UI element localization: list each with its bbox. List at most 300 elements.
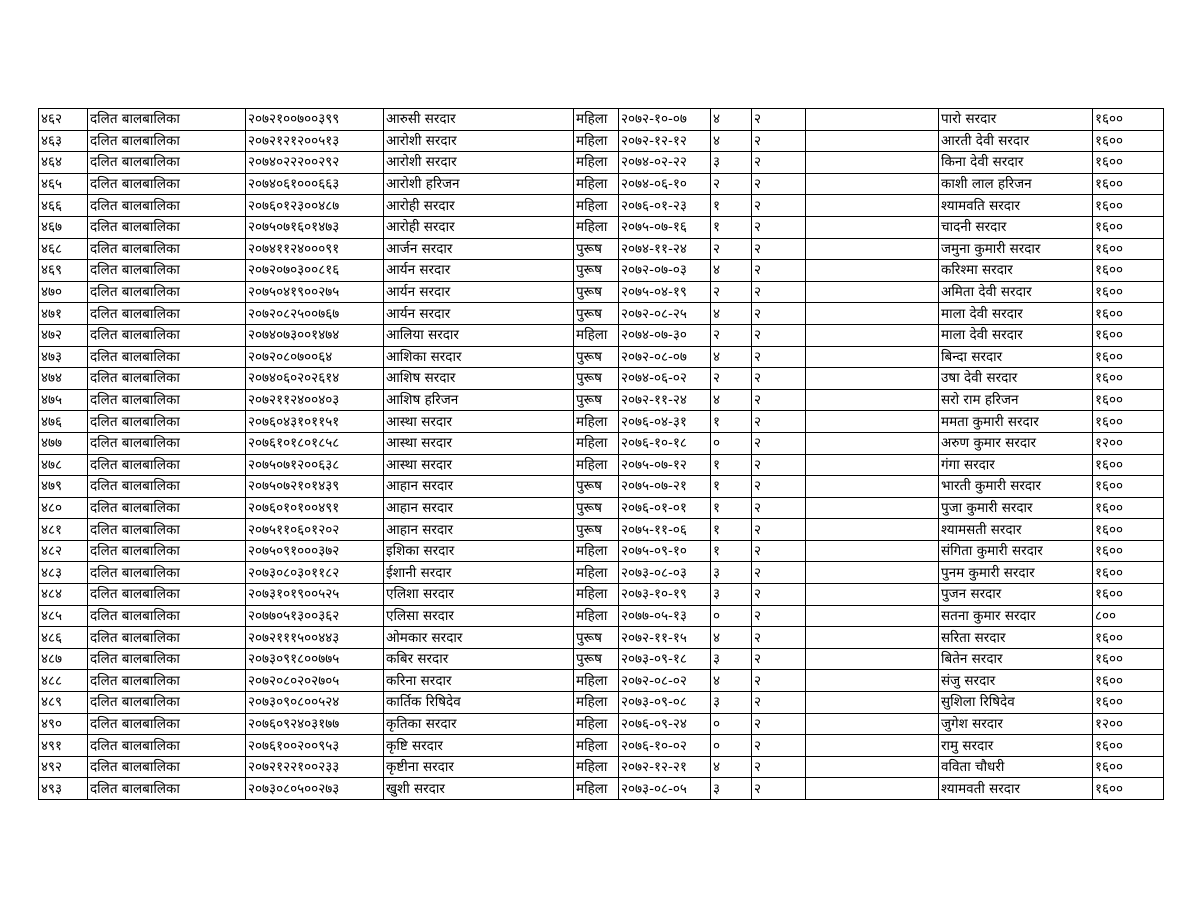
registration-id-cell: २०७४०७३००१४७४ xyxy=(246,324,384,346)
age-cell: १ xyxy=(711,540,752,562)
ward-cell: २ xyxy=(752,432,806,454)
registration-id-cell: २०७४०६०२०२६१४ xyxy=(246,368,384,390)
blank-cell xyxy=(806,670,939,692)
serial-number-cell: ४६९ xyxy=(39,260,88,282)
guardian-name-cell: उषा देवी सरदार xyxy=(939,368,1093,390)
serial-number-cell: ४७८ xyxy=(39,454,88,476)
ward-cell: २ xyxy=(752,281,806,303)
ward-cell: २ xyxy=(752,152,806,174)
guardian-name-cell: माला देवी सरदार xyxy=(939,303,1093,325)
guardian-name-cell: आरती देवी सरदार xyxy=(939,130,1093,152)
guardian-name-cell: बिन्दा सरदार xyxy=(939,346,1093,368)
ward-cell: २ xyxy=(752,303,806,325)
age-cell: १ xyxy=(711,195,752,217)
child-name-cell: आस्था सरदार xyxy=(384,432,574,454)
blank-cell xyxy=(806,260,939,282)
child-name-cell: आरोही सरदार xyxy=(384,195,574,217)
ward-cell: २ xyxy=(752,756,806,778)
table-row xyxy=(39,173,1164,195)
table-row xyxy=(39,735,1164,757)
table-row xyxy=(39,519,1164,541)
blank-cell xyxy=(806,648,939,670)
guardian-name-cell: भारती कुमारी सरदार xyxy=(939,476,1093,498)
blank-cell xyxy=(806,778,939,800)
birth-date-cell: २०७५-०७-१२ xyxy=(619,454,711,476)
amount-cell: १६०० xyxy=(1093,584,1164,606)
gender-cell: महिला xyxy=(574,324,619,346)
amount-cell: १६०० xyxy=(1093,281,1164,303)
amount-cell: १६०० xyxy=(1093,476,1164,498)
ward-cell: २ xyxy=(752,389,806,411)
ward-cell: २ xyxy=(752,411,806,433)
age-cell: १ xyxy=(711,497,752,519)
age-cell: ४ xyxy=(711,627,752,649)
guardian-name-cell: बितेन सरदार xyxy=(939,648,1093,670)
registration-id-cell: २०७२१००७००३९९ xyxy=(246,109,384,131)
blank-cell xyxy=(806,584,939,606)
serial-number-cell: ४८० xyxy=(39,497,88,519)
birth-date-cell: २०७५-०७-२१ xyxy=(619,476,711,498)
category-cell: दलित बालबालिका xyxy=(88,519,246,541)
amount-cell: ८०० xyxy=(1093,605,1164,627)
child-name-cell: कार्तिक रिषिदेव xyxy=(384,692,574,714)
table-row xyxy=(39,476,1164,498)
category-cell: दलित बालबालिका xyxy=(88,670,246,692)
guardian-name-cell: सरिता सरदार xyxy=(939,627,1093,649)
blank-cell xyxy=(806,497,939,519)
serial-number-cell: ४७० xyxy=(39,281,88,303)
blank-cell xyxy=(806,562,939,584)
child-name-cell: आशिका सरदार xyxy=(384,346,574,368)
child-name-cell: आस्था सरदार xyxy=(384,454,574,476)
birth-date-cell: २०७६-०१-०१ xyxy=(619,497,711,519)
table-row xyxy=(39,605,1164,627)
category-cell: दलित बालबालिका xyxy=(88,389,246,411)
child-name-cell: ईशानी सरदार xyxy=(384,562,574,584)
ward-cell: २ xyxy=(752,605,806,627)
table-row xyxy=(39,324,1164,346)
gender-cell: पुरूष xyxy=(574,238,619,260)
guardian-name-cell: माला देवी सरदार xyxy=(939,324,1093,346)
amount-cell: १६०० xyxy=(1093,238,1164,260)
guardian-name-cell: पुजा कुमारी सरदार xyxy=(939,497,1093,519)
registration-id-cell: २०७४०२२२००२९२ xyxy=(246,152,384,174)
registration-id-cell: २०७२०८०७००६४ xyxy=(246,346,384,368)
ward-cell: २ xyxy=(752,476,806,498)
serial-number-cell: ४८१ xyxy=(39,519,88,541)
category-cell: दलित बालबालिका xyxy=(88,627,246,649)
category-cell: दलित बालबालिका xyxy=(88,281,246,303)
guardian-name-cell: जुगेश सरदार xyxy=(939,713,1093,735)
ward-cell: २ xyxy=(752,627,806,649)
blank-cell xyxy=(806,756,939,778)
birth-date-cell: २०७६-०४-३१ xyxy=(619,411,711,433)
registration-id-cell: २०७५०७१२००६३८ xyxy=(246,454,384,476)
guardian-name-cell: पुजन सरदार xyxy=(939,584,1093,606)
child-name-cell: इशिका सरदार xyxy=(384,540,574,562)
birth-date-cell: २०७५-०९-१० xyxy=(619,540,711,562)
age-cell: ३ xyxy=(711,648,752,670)
blank-cell xyxy=(806,454,939,476)
age-cell: ० xyxy=(711,605,752,627)
amount-cell: १६०० xyxy=(1093,627,1164,649)
amount-cell: १६०० xyxy=(1093,195,1164,217)
gender-cell: महिला xyxy=(574,562,619,584)
registration-id-cell: २०७३१०१९००५२५ xyxy=(246,584,384,606)
ward-cell: २ xyxy=(752,562,806,584)
registration-id-cell: २०७३०८०५००२७३ xyxy=(246,778,384,800)
ward-cell: २ xyxy=(752,346,806,368)
registration-id-cell: २०७५०७२१०१४३९ xyxy=(246,476,384,498)
blank-cell xyxy=(806,152,939,174)
blank-cell xyxy=(806,692,939,714)
birth-date-cell: २०७४-०६-०२ xyxy=(619,368,711,390)
birth-date-cell: २०७५-०७-१६ xyxy=(619,216,711,238)
ward-cell: २ xyxy=(752,497,806,519)
gender-cell: महिला xyxy=(574,778,619,800)
category-cell: दलित बालबालिका xyxy=(88,605,246,627)
table-row xyxy=(39,540,1164,562)
category-cell: दलित बालबालिका xyxy=(88,195,246,217)
guardian-name-cell: सरो राम हरिजन xyxy=(939,389,1093,411)
ward-cell: २ xyxy=(752,130,806,152)
blank-cell xyxy=(806,281,939,303)
gender-cell: पुरूष xyxy=(574,497,619,519)
child-name-cell: आशिष हरिजन xyxy=(384,389,574,411)
birth-date-cell: २०७४-११-२४ xyxy=(619,238,711,260)
category-cell: दलित बालबालिका xyxy=(88,260,246,282)
child-name-cell: आर्यन सरदार xyxy=(384,260,574,282)
registration-id-cell: २०७५०४१९००२७५ xyxy=(246,281,384,303)
serial-number-cell: ४८५ xyxy=(39,605,88,627)
serial-number-cell: ४८४ xyxy=(39,584,88,606)
registration-id-cell: २०७३०९०८००५२४ xyxy=(246,692,384,714)
table-row xyxy=(39,584,1164,606)
amount-cell: १६०० xyxy=(1093,109,1164,131)
table-row xyxy=(39,562,1164,584)
registration-id-cell: २०७३०८०३०११८२ xyxy=(246,562,384,584)
ward-cell: २ xyxy=(752,324,806,346)
ward-cell: २ xyxy=(752,519,806,541)
registration-id-cell: २०७२०८०२०२७०५ xyxy=(246,670,384,692)
birth-date-cell: २०७७-०५-१३ xyxy=(619,605,711,627)
registration-id-cell: २०७५०९१०००३७२ xyxy=(246,540,384,562)
birth-date-cell: २०७४-०२-२२ xyxy=(619,152,711,174)
age-cell: ४ xyxy=(711,109,752,131)
category-cell: दलित बालबालिका xyxy=(88,476,246,498)
age-cell: १ xyxy=(711,476,752,498)
table-row xyxy=(39,670,1164,692)
ward-cell: २ xyxy=(752,368,806,390)
gender-cell: महिला xyxy=(574,216,619,238)
registration-id-cell: २०७२०७०३००८१६ xyxy=(246,260,384,282)
gender-cell: पुरूष xyxy=(574,281,619,303)
child-name-cell: कबिर सरदार xyxy=(384,648,574,670)
table-row xyxy=(39,109,1164,131)
age-cell: ३ xyxy=(711,778,752,800)
guardian-name-cell: संजु सरदार xyxy=(939,670,1093,692)
child-name-cell: ओमकार सरदार xyxy=(384,627,574,649)
birth-date-cell: २०७६-१०-०२ xyxy=(619,735,711,757)
ward-cell: २ xyxy=(752,648,806,670)
child-name-cell: आरोशी सरदार xyxy=(384,152,574,174)
child-name-cell: आर्यन सरदार xyxy=(384,303,574,325)
birth-date-cell: २०७२-१२-१२ xyxy=(619,130,711,152)
category-cell: दलित बालबालिका xyxy=(88,454,246,476)
serial-number-cell: ४६४ xyxy=(39,152,88,174)
gender-cell: पुरूष xyxy=(574,260,619,282)
gender-cell: पुरूष xyxy=(574,476,619,498)
category-cell: दलित बालबालिका xyxy=(88,303,246,325)
table-row xyxy=(39,692,1164,714)
amount-cell: १६०० xyxy=(1093,260,1164,282)
ward-cell: २ xyxy=(752,692,806,714)
gender-cell: पुरूष xyxy=(574,519,619,541)
birth-date-cell: २०७२-०८-०७ xyxy=(619,346,711,368)
birth-date-cell: २०७३-०८-०५ xyxy=(619,778,711,800)
gender-cell: महिला xyxy=(574,692,619,714)
table-row xyxy=(39,497,1164,519)
birth-date-cell: २०७६-०९-२४ xyxy=(619,713,711,735)
blank-cell xyxy=(806,432,939,454)
category-cell: दलित बालबालिका xyxy=(88,497,246,519)
gender-cell: महिला xyxy=(574,152,619,174)
age-cell: २ xyxy=(711,368,752,390)
category-cell: दलित बालबालिका xyxy=(88,540,246,562)
age-cell: ३ xyxy=(711,562,752,584)
age-cell: २ xyxy=(711,238,752,260)
birth-date-cell: २०७४-०७-३० xyxy=(619,324,711,346)
age-cell: १ xyxy=(711,519,752,541)
child-name-cell: एलिशा सरदार xyxy=(384,584,574,606)
amount-cell: १६०० xyxy=(1093,152,1164,174)
child-name-cell: खुशी सरदार xyxy=(384,778,574,800)
child-name-cell: आलिया सरदार xyxy=(384,324,574,346)
gender-cell: महिला xyxy=(574,713,619,735)
child-name-cell: एलिसा सरदार xyxy=(384,605,574,627)
age-cell: ३ xyxy=(711,152,752,174)
child-name-cell: करिना सरदार xyxy=(384,670,574,692)
amount-cell: १६०० xyxy=(1093,411,1164,433)
gender-cell: महिला xyxy=(574,756,619,778)
child-name-cell: आशिष सरदार xyxy=(384,368,574,390)
child-name-cell: आहान सरदार xyxy=(384,519,574,541)
table-row xyxy=(39,389,1164,411)
category-cell: दलित बालबालिका xyxy=(88,692,246,714)
amount-cell: १६०० xyxy=(1093,389,1164,411)
registration-id-cell: २०७६०१०१००४९१ xyxy=(246,497,384,519)
child-name-cell: आरोशी हरिजन xyxy=(384,173,574,195)
ward-cell: २ xyxy=(752,454,806,476)
guardian-name-cell: वविता चौधरी xyxy=(939,756,1093,778)
blank-cell xyxy=(806,519,939,541)
category-cell: दलित बालबालिका xyxy=(88,109,246,131)
amount-cell: १२०० xyxy=(1093,713,1164,735)
age-cell: ४ xyxy=(711,260,752,282)
registration-id-cell: २०७६०१२३००४८७ xyxy=(246,195,384,217)
table-row xyxy=(39,368,1164,390)
serial-number-cell: ४९३ xyxy=(39,778,88,800)
age-cell: ० xyxy=(711,713,752,735)
gender-cell: पुरूष xyxy=(574,389,619,411)
category-cell: दलित बालबालिका xyxy=(88,238,246,260)
birth-date-cell: २०७२-११-१५ xyxy=(619,627,711,649)
blank-cell xyxy=(806,195,939,217)
gender-cell: पुरूष xyxy=(574,368,619,390)
guardian-name-cell: ममता कुमारी सरदार xyxy=(939,411,1093,433)
category-cell: दलित बालबालिका xyxy=(88,324,246,346)
amount-cell: १६०० xyxy=(1093,562,1164,584)
table-row xyxy=(39,260,1164,282)
table-row xyxy=(39,281,1164,303)
guardian-name-cell: पुनम कुमारी सरदार xyxy=(939,562,1093,584)
gender-cell: महिला xyxy=(574,411,619,433)
category-cell: दलित बालबालिका xyxy=(88,346,246,368)
ward-cell: २ xyxy=(752,216,806,238)
serial-number-cell: ४८३ xyxy=(39,562,88,584)
guardian-name-cell: श्यामवति सरदार xyxy=(939,195,1093,217)
category-cell: दलित बालबालिका xyxy=(88,648,246,670)
blank-cell xyxy=(806,627,939,649)
amount-cell: १६०० xyxy=(1093,648,1164,670)
gender-cell: पुरूष xyxy=(574,627,619,649)
child-name-cell: कृष्टीना सरदार xyxy=(384,756,574,778)
blank-cell xyxy=(806,411,939,433)
category-cell: दलित बालबालिका xyxy=(88,216,246,238)
serial-number-cell: ४६६ xyxy=(39,195,88,217)
registration-id-cell: २०७३०९१८००७७५ xyxy=(246,648,384,670)
amount-cell: १६०० xyxy=(1093,216,1164,238)
child-name-cell: आरोशी सरदार xyxy=(384,130,574,152)
amount-cell: १६०० xyxy=(1093,735,1164,757)
blank-cell xyxy=(806,713,939,735)
serial-number-cell: ४६७ xyxy=(39,216,88,238)
ward-cell: २ xyxy=(752,670,806,692)
ward-cell: २ xyxy=(752,173,806,195)
serial-number-cell: ४७७ xyxy=(39,432,88,454)
serial-number-cell: ४८८ xyxy=(39,670,88,692)
registration-id-cell: २०७४०६१०००६६३ xyxy=(246,173,384,195)
birth-date-cell: २०७५-०४-१९ xyxy=(619,281,711,303)
registration-id-cell: २०७६०९२४०३१७७ xyxy=(246,713,384,735)
guardian-name-cell: पारो सरदार xyxy=(939,109,1093,131)
guardian-name-cell: सतना कुमार सरदार xyxy=(939,605,1093,627)
gender-cell: महिला xyxy=(574,432,619,454)
registration-id-cell: २०७२१२१२००५१३ xyxy=(246,130,384,152)
blank-cell xyxy=(806,735,939,757)
serial-number-cell: ४७९ xyxy=(39,476,88,498)
amount-cell: १६०० xyxy=(1093,670,1164,692)
guardian-name-cell: अमिता देवी सरदार xyxy=(939,281,1093,303)
age-cell: १ xyxy=(711,411,752,433)
birth-date-cell: २०७२-११-२४ xyxy=(619,389,711,411)
ward-cell: २ xyxy=(752,109,806,131)
serial-number-cell: ४६२ xyxy=(39,109,88,131)
serial-number-cell: ४६८ xyxy=(39,238,88,260)
registration-id-cell: २०७५११०६०१२०२ xyxy=(246,519,384,541)
age-cell: ३ xyxy=(711,584,752,606)
age-cell: ४ xyxy=(711,389,752,411)
birth-date-cell: २०७३-०९-१८ xyxy=(619,648,711,670)
category-cell: दलित बालबालिका xyxy=(88,432,246,454)
amount-cell: १६०० xyxy=(1093,778,1164,800)
gender-cell: पुरूष xyxy=(574,346,619,368)
age-cell: ४ xyxy=(711,130,752,152)
blank-cell xyxy=(806,238,939,260)
age-cell: २ xyxy=(711,324,752,346)
guardian-name-cell: संगिता कुमारी सरदार xyxy=(939,540,1093,562)
age-cell: १ xyxy=(711,216,752,238)
age-cell: ४ xyxy=(711,346,752,368)
guardian-name-cell: जमुना कुमारी सरदार xyxy=(939,238,1093,260)
serial-number-cell: ४८७ xyxy=(39,648,88,670)
ward-cell: २ xyxy=(752,713,806,735)
table-row xyxy=(39,778,1164,800)
blank-cell xyxy=(806,173,939,195)
blank-cell xyxy=(806,303,939,325)
blank-cell xyxy=(806,346,939,368)
amount-cell: १६०० xyxy=(1093,303,1164,325)
ward-cell: २ xyxy=(752,778,806,800)
blank-cell xyxy=(806,130,939,152)
category-cell: दलित बालबालिका xyxy=(88,173,246,195)
amount-cell: १६०० xyxy=(1093,692,1164,714)
serial-number-cell: ४९१ xyxy=(39,735,88,757)
category-cell: दलित बालबालिका xyxy=(88,562,246,584)
serial-number-cell: ४७६ xyxy=(39,411,88,433)
table-row xyxy=(39,432,1164,454)
serial-number-cell: ४७२ xyxy=(39,324,88,346)
guardian-name-cell: करिश्मा सरदार xyxy=(939,260,1093,282)
age-cell: १ xyxy=(711,454,752,476)
age-cell: ० xyxy=(711,735,752,757)
age-cell: २ xyxy=(711,281,752,303)
registration-id-cell: २०७२१२२१००२३३ xyxy=(246,756,384,778)
serial-number-cell: ४७३ xyxy=(39,346,88,368)
table-row xyxy=(39,152,1164,174)
table-row xyxy=(39,238,1164,260)
serial-number-cell: ४८२ xyxy=(39,540,88,562)
birth-date-cell: २०७२-०८-२५ xyxy=(619,303,711,325)
blank-cell xyxy=(806,109,939,131)
age-cell: ४ xyxy=(711,303,752,325)
registration-id-cell: २०७२११२४००४०३ xyxy=(246,389,384,411)
amount-cell: १६०० xyxy=(1093,540,1164,562)
blank-cell xyxy=(806,216,939,238)
gender-cell: महिला xyxy=(574,109,619,131)
blank-cell xyxy=(806,324,939,346)
registration-id-cell: २०७६०४३१०११५१ xyxy=(246,411,384,433)
child-name-cell: आर्जन सरदार xyxy=(384,238,574,260)
table-row xyxy=(39,756,1164,778)
blank-cell xyxy=(806,389,939,411)
category-cell: दलित बालबालिका xyxy=(88,411,246,433)
birth-date-cell: २०७५-११-०६ xyxy=(619,519,711,541)
gender-cell: महिला xyxy=(574,173,619,195)
guardian-name-cell: चादनी सरदार xyxy=(939,216,1093,238)
child-name-cell: आर्यन सरदार xyxy=(384,281,574,303)
gender-cell: पुरूष xyxy=(574,303,619,325)
category-cell: दलित बालबालिका xyxy=(88,756,246,778)
age-cell: ३ xyxy=(711,692,752,714)
age-cell: ४ xyxy=(711,670,752,692)
ward-cell: २ xyxy=(752,195,806,217)
serial-number-cell: ४७१ xyxy=(39,303,88,325)
table-row xyxy=(39,648,1164,670)
amount-cell: १६०० xyxy=(1093,173,1164,195)
guardian-name-cell: काशी लाल हरिजन xyxy=(939,173,1093,195)
ward-cell: २ xyxy=(752,540,806,562)
